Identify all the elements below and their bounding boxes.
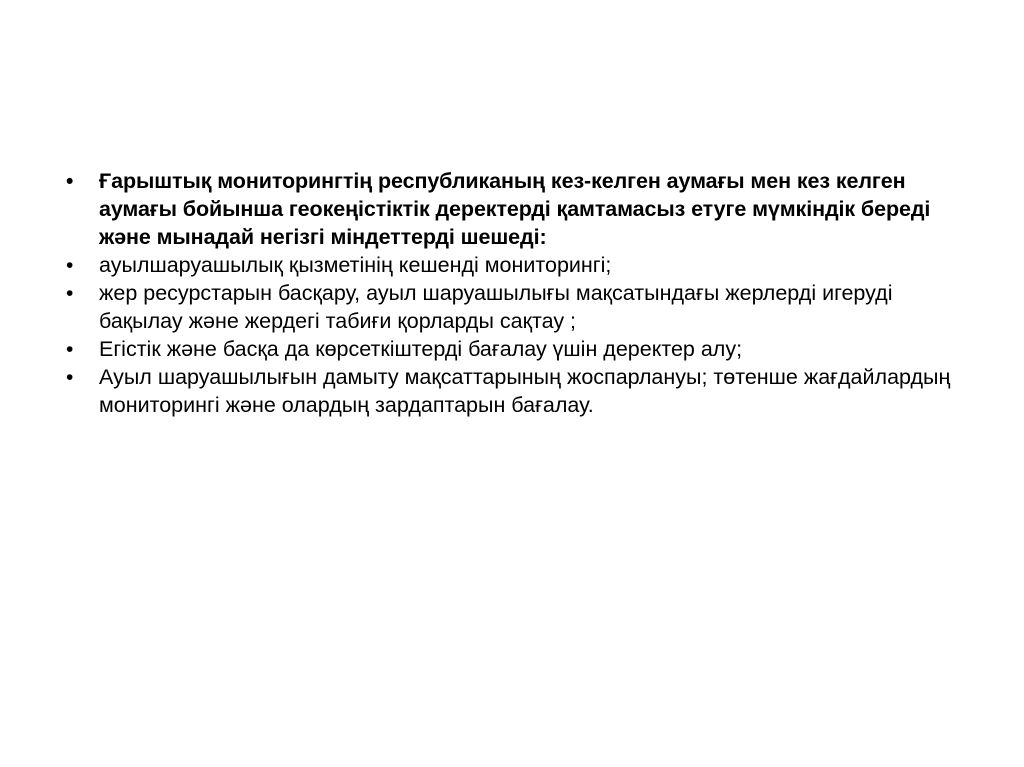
list-item-text: Ғарыштық мониторингтің республиканың кез-келген аумағы мен кез келген аумағы бойынша геокеңістіктік деректерді қамтамасыз етуге мүмкіндік береді және мынадай негізгі міндеттерді шешеді: (99, 169, 931, 249)
bullet-marker-icon: • (66, 253, 74, 277)
list-item (52, 280, 952, 336)
bullet-marker-icon: • (66, 337, 74, 361)
list-item (52, 252, 952, 280)
list-item-text: Ауыл шаруашылығын дамыту мақсаттарының жоспарлануы; төтенше жағдайлардың мониторингі және олардың зардаптарын бағалау. (99, 364, 951, 417)
bullet-marker-icon: • (66, 170, 74, 193)
bullet-list (52, 168, 952, 419)
bullet-marker-icon: • (66, 365, 74, 389)
bullet-marker-icon: • (66, 281, 74, 305)
list-item (52, 364, 952, 420)
list-item-text: Егістік және басқа да көрсеткіштерді бағалау үшін деректер алу; (99, 336, 743, 361)
list-item-text: ауылшаруашылық қызметінің кешенді мониторингі; (99, 252, 612, 277)
list-item (52, 168, 952, 252)
list-item (52, 336, 952, 364)
list-item-text: жер ресурстарын басқару, ауыл шаруашылығы мақсатындағы жерлерді игеруді бақылау және жердегі табиғи қорларды сақтау ; (99, 280, 893, 333)
slide-content-body (52, 168, 952, 419)
